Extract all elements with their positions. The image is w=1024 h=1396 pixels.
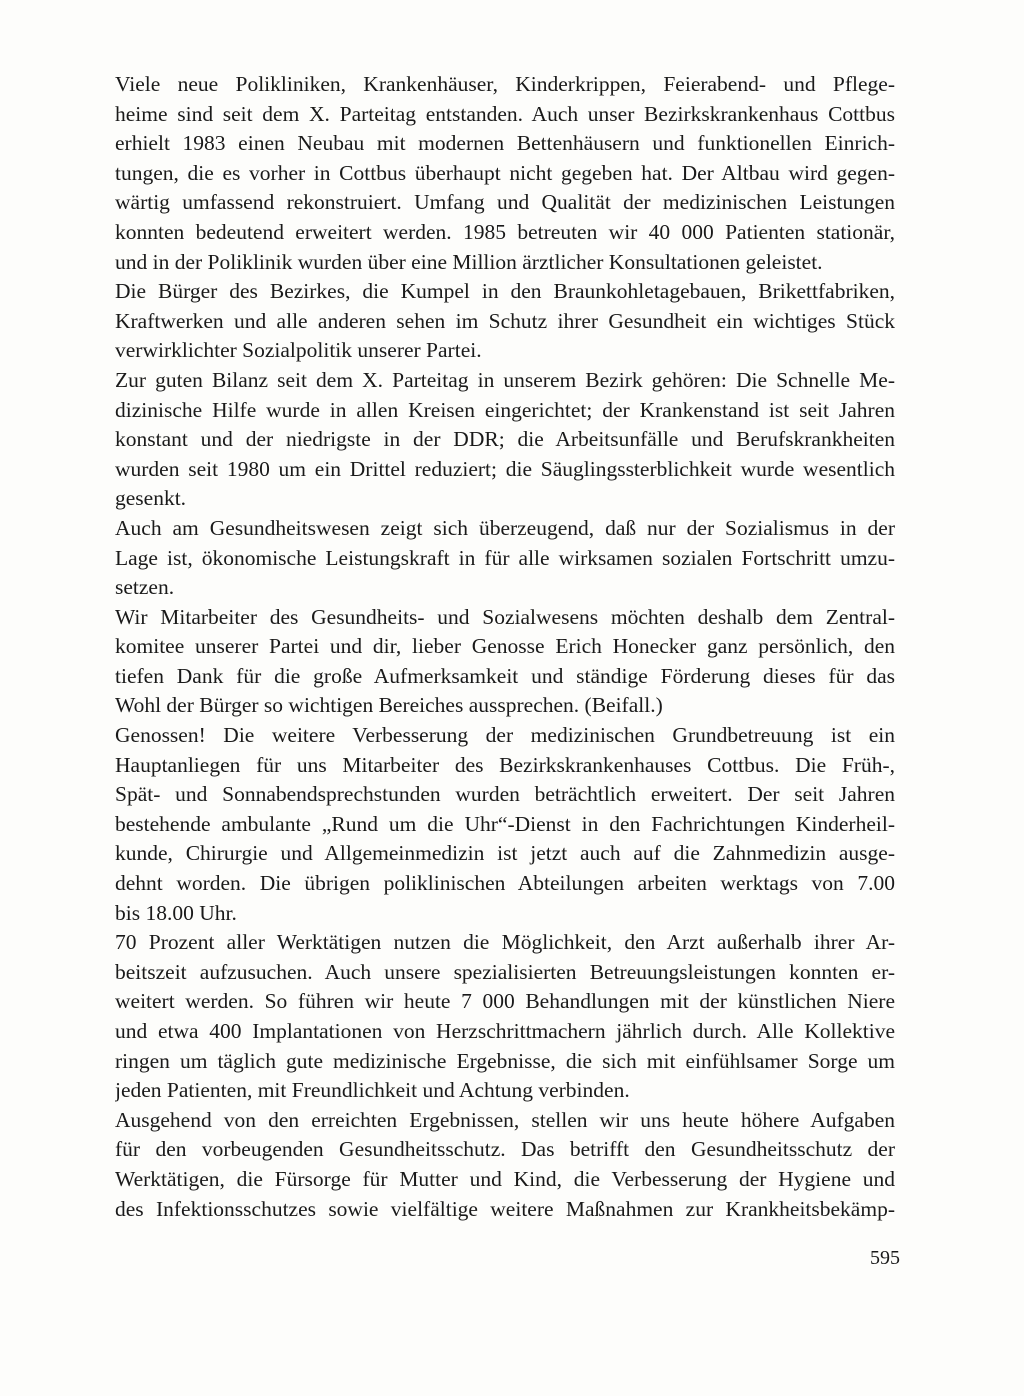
text-line: bestehende ambulante „Rund um die Uhr“-Dienst in den Fachrichtungen Kinderheil- [115, 811, 895, 836]
text-line: komitee unserer Partei und dir, lieber Genosse Erich Honecker ganz persönlich, den [115, 634, 895, 659]
text-line: dehnt worden. Die übrigen poliklinischen Abteilungen arbeiten werktags von 7.00 [115, 871, 895, 896]
text-line: Lage ist, ökonomische Leistungskraft in für alle wirksamen sozialen Fortschritt umzu- [115, 545, 895, 570]
text-line: ringen um täglich gute medizinische Ergebnisse, die sich mit einfühlsamer Sorge um [115, 1048, 895, 1073]
text-line: für den vorbeugenden Gesundheitsschutz. Das betrifft den Gesundheitsschutz der [115, 1137, 895, 1162]
text-line: Die Bürger des Bezirkes, die Kumpel in den Braunkohletagebauen, Brikettfabriken, [115, 279, 895, 304]
text-line: Zur guten Bilanz seit dem X. Parteitag in unserem Bezirk gehören: Die Schnelle Me- [115, 367, 895, 392]
text-line: konstant und der niedrigste in der DDR; die Arbeitsunfälle und Berufskrankheiten [115, 427, 895, 452]
text-line: Wir Mitarbeiter des Gesundheits- und Sozialwesens möchten deshalb dem Zentral- [115, 604, 895, 629]
text-line: des Infektionsschutzes sowie vielfältige weitere Maßnahmen zur Krankheitsbekämp- [115, 1196, 895, 1221]
text-line: gesenkt. [115, 486, 187, 511]
text-line: konnten bedeutend erweitert werden. 1985 betreuten wir 40 000 Patienten stationär, [115, 219, 895, 244]
text-line: Kraftwerken und alle anderen sehen im Schutz ihrer Gesundheit ein wichtiges Stück [115, 308, 895, 333]
paragraph [115, 277, 895, 366]
text-line: Wohl der Bürger so wichtigen Bereiches aussprechen. (Beifall.) [115, 693, 663, 718]
text-line: weitert werden. So führen wir heute 7 000 Behandlungen mit der künstlichen Niere [115, 989, 895, 1014]
text-line: erhielt 1983 einen Neubau mit modernen Bettenhäusern und funktionellen Einrich- [115, 131, 895, 156]
text-line: verwirklichter Sozialpolitik unserer Partei. [115, 338, 482, 363]
text-line: Ausgehend von den erreichten Ergebnissen, stellen wir uns heute höhere Aufgaben [115, 1107, 895, 1132]
text-line: setzen. [115, 575, 175, 600]
paragraph [115, 603, 895, 721]
text-line: jeden Patienten, mit Freundlichkeit und Achtung verbinden. [115, 1078, 630, 1103]
paragraph [115, 366, 895, 514]
text-line: Hauptanliegen für uns Mitarbeiter des Bezirkskrankenhauses Cottbus. Die Früh-, [115, 752, 895, 777]
text-line: beitszeit aufzusuchen. Auch unsere spezialisierten Betreuungsleistungen konnten er- [115, 959, 895, 984]
text-line: Spät- und Sonnabendsprechstunden wurden beträchtlich erweitert. Der seit Jahren [115, 782, 895, 807]
text-line: dizinische Hilfe wurde in allen Kreisen eingerichtet; der Krankenstand ist seit Jahren [115, 397, 895, 422]
paragraph [115, 1106, 895, 1224]
page-number: 595 [870, 1247, 900, 1269]
text-line: wärtig umfassend rekonstruiert. Umfang und Qualität der medizinischen Leistungen [115, 190, 895, 215]
paragraph [115, 928, 895, 1106]
text-line: Werktätigen, die Fürsorge für Mutter und Kind, die Verbesserung der Hygiene und [115, 1166, 895, 1191]
paragraph [115, 70, 895, 277]
paragraph [115, 514, 895, 603]
text-line: und in der Poliklinik wurden über eine Million ärztlicher Konsultationen geleistet. [115, 249, 823, 274]
text-line: bis 18.00 Uhr. [115, 900, 237, 925]
text-line: und etwa 400 Implantationen von Herzschrittmachern jährlich durch. Alle Kollektive [115, 1019, 895, 1043]
text-line: tungen, die es vorher in Cottbus überhaupt nicht gegeben hat. Der Altbau wird gegen- [115, 160, 895, 185]
body-text [115, 70, 895, 1224]
text-line: Viele neue Polikliniken, Krankenhäuser, Kinderkrippen, Feierabend- und Pflege- [115, 72, 895, 96]
text-line: 70 Prozent aller Werktätigen nutzen die Möglichkeit, den Arzt außerhalb ihrer Ar- [115, 930, 895, 955]
text-line: heime sind seit dem X. Parteitag entstanden. Auch unser Bezirkskrankenhaus Cottbus [115, 101, 895, 126]
text-line: wurden seit 1980 um ein Drittel reduziert; die Säuglingssterblichkeit wurde wesentlich [115, 456, 895, 481]
text-line: tiefen Dank für die große Aufmerksamkeit und ständige Förderung dieses für das [115, 663, 895, 688]
text-line: kunde, Chirurgie und Allgemeinmedizin ist jetzt auch auf die Zahnmedizin ausge- [115, 841, 895, 866]
text-line: Genossen! Die weitere Verbesserung der medizinischen Grundbetreuung ist ein [115, 723, 895, 748]
text-line: Auch am Gesundheitswesen zeigt sich überzeugend, daß nur der Sozialismus in der [115, 515, 895, 540]
paragraph [115, 721, 895, 928]
